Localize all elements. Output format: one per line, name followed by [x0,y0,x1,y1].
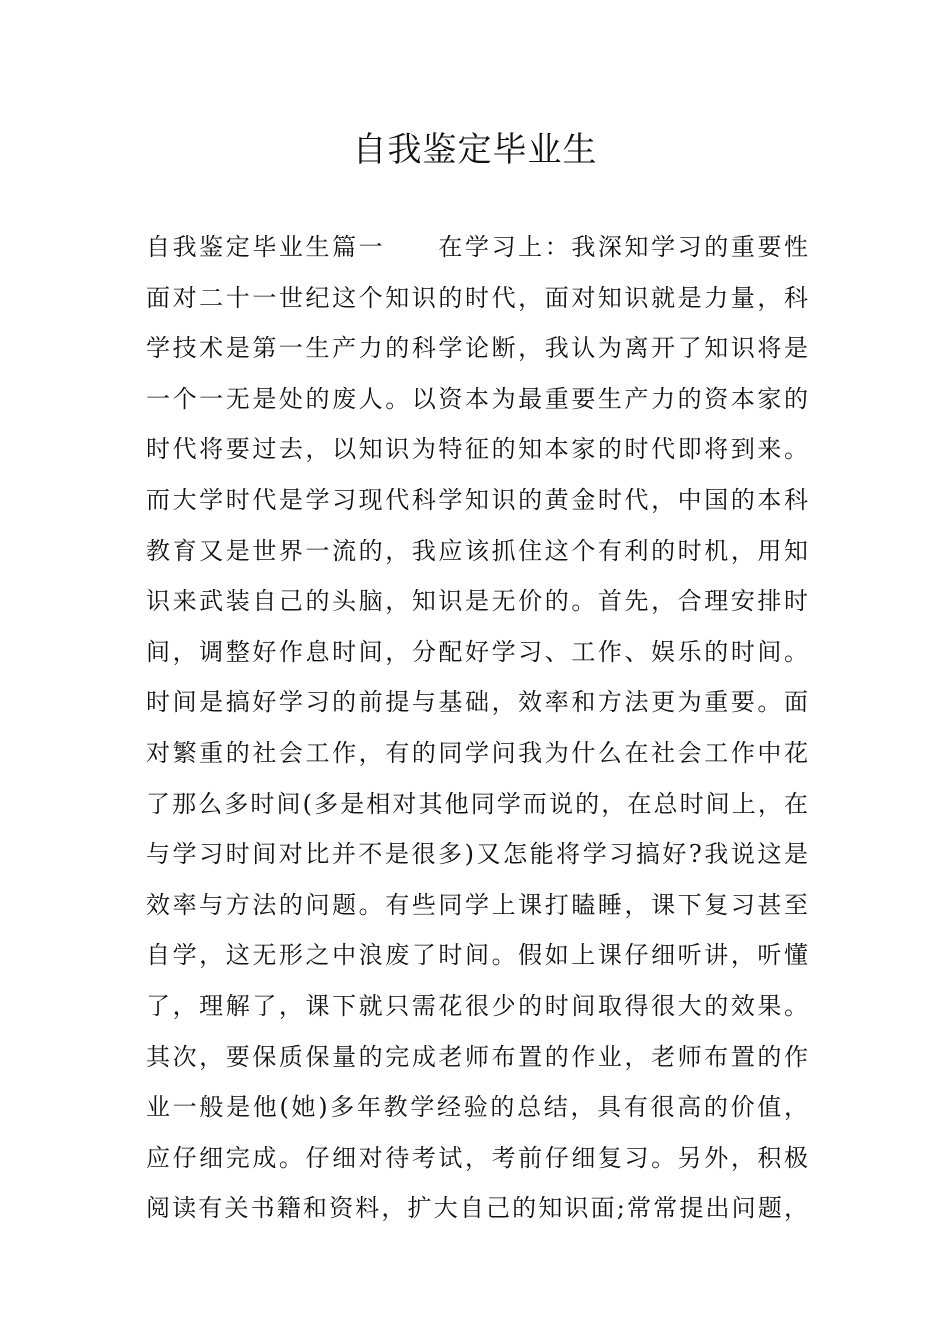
document-body [146,222,808,1234]
body-line: 时间是搞好学习的前提与基础，效率和方法更为重要。面 [146,688,808,717]
body-line: 教育又是世界一流的，我应该抓住这个有利的时机，用知 [146,536,808,565]
body-line: 自我鉴定毕业生篇一 在学习上：我深知学习的重要性 [146,233,808,261]
body-line: 一个一无是处的废人。以资本为最重要生产力的资本家的 [146,384,808,413]
body-line: 与学习时间对比并不是很多)又怎能将学习搞好?我说这是 [146,840,808,869]
body-line: 应仔细完成。仔细对待考试，考前仔细复习。另外，积极 [146,1143,808,1172]
body-line: 了，理解了，课下就只需花很少的时间取得很大的效果。 [146,991,808,1020]
body-line: 学技术是第一生产力的科学论断，我认为离开了知识将是 [146,334,808,363]
body-line: 业一般是他(她)多年教学经验的总结，具有很高的价值， [146,1093,808,1122]
body-line: 效率与方法的问题。有些同学上课打瞌睡，课下复习甚至 [146,890,808,919]
body-line: 了那么多时间(多是相对其他同学而说的，在总时间上，在 [146,789,808,818]
body-line: 识来武装自己的头脑，知识是无价的。首先，合理安排时 [146,587,808,616]
body-line: 其次，要保质保量的完成老师布置的作业，老师布置的作 [146,1042,808,1071]
body-line: 自学，这无形之中浪废了时间。假如上课仔细听讲，听懂 [146,941,808,970]
body-line: 而大学时代是学习现代科学知识的黄金时代，中国的本科 [146,485,808,514]
document-title: 自我鉴定毕业生 [352,130,598,170]
body-line: 对繁重的社会工作，有的同学问我为什么在社会工作中花 [146,738,808,767]
body-line: 时代将要过去，以知识为特征的知本家的时代即将到来。 [146,435,808,464]
body-line: 阅读有关书籍和资料，扩大自己的知识面;常常提出问题， [146,1194,808,1223]
body-line: 面对二十一世纪这个知识的时代，面对知识就是力量，科 [146,283,808,312]
body-line: 间，调整好作息时间，分配好学习、工作、娱乐的时间。 [146,637,808,666]
